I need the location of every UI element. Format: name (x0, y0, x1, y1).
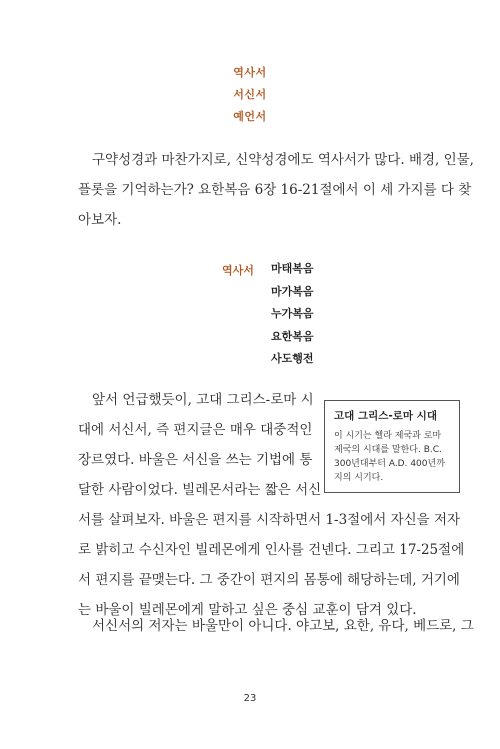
paragraph-epistles-bottom (78, 505, 465, 625)
genre-history: 역사서 (233, 66, 267, 79)
paragraph-authors (78, 611, 474, 641)
paragraph-intro (78, 145, 474, 235)
text-line: 는 바울이 빌레몬에게 말하고 싶은 중심 교훈이 담겨 있다. (78, 602, 417, 618)
text-line: 달한 사람이었다. 빌레몬서라는 짧은 서신 (78, 482, 322, 498)
text-line: 아보자. (78, 212, 122, 228)
sidebar-title: 고대 그리스-로마 시대 (334, 410, 437, 422)
history-category-label: 역사서 (222, 264, 254, 277)
book-acts: 사도행전 (271, 352, 314, 365)
genre-epistles: 서신서 (233, 88, 267, 101)
sidebar-note (324, 400, 460, 493)
paragraph-epistles-top (78, 385, 322, 505)
text-line: 앞서 언급했듯이, 고대 그리스-로마 시 (92, 392, 314, 408)
text-line: 구약성경과 마찬가지로, 신약성경에도 역사서가 많다. 배경, 인물, (92, 152, 474, 168)
text-line: 서 편지를 끝맺는다. 그 중간이 편지의 몸통에 해당하는데, 거기에 (78, 572, 460, 588)
text-line: 장르였다. 바울은 서신을 쓰는 기법에 통 (78, 452, 313, 468)
genre-prophecy: 예언서 (233, 110, 267, 123)
genre-header (0, 62, 500, 128)
sidebar-body: 이 시기는 헬라 제국과 로마 제국의 시대를 말한다. B.C. 300년대부터 A.D. 400년까지의 시기다. (334, 431, 445, 483)
text-line: 로 밝히고 수신자인 빌레몬에게 인사를 건넨다. 그리고 17-25절에 (78, 542, 465, 558)
text-line: 서를 살펴보자. 바울은 편지를 시작하면서 1-3절에서 자신을 저자 (78, 512, 461, 528)
text-line: 서신서의 저자는 바울만이 아니다. 야고보, 요한, 유다, 베드로, 그 (92, 618, 474, 634)
book-mark: 마가복음 (271, 284, 314, 298)
book-luke: 누가복음 (271, 307, 314, 320)
book-list (271, 262, 314, 375)
book-matthew: 마태복음 (271, 262, 314, 275)
book-john: 요한복음 (271, 329, 314, 343)
page-number: 23 (243, 693, 257, 704)
text-line: 대에 서신서, 즉 편지글은 매우 대중적인 (78, 422, 313, 438)
text-line: 플롯을 기억하는가? 요한복음 6장 16-21절에서 이 세 가지를 다 찾 (78, 182, 472, 198)
